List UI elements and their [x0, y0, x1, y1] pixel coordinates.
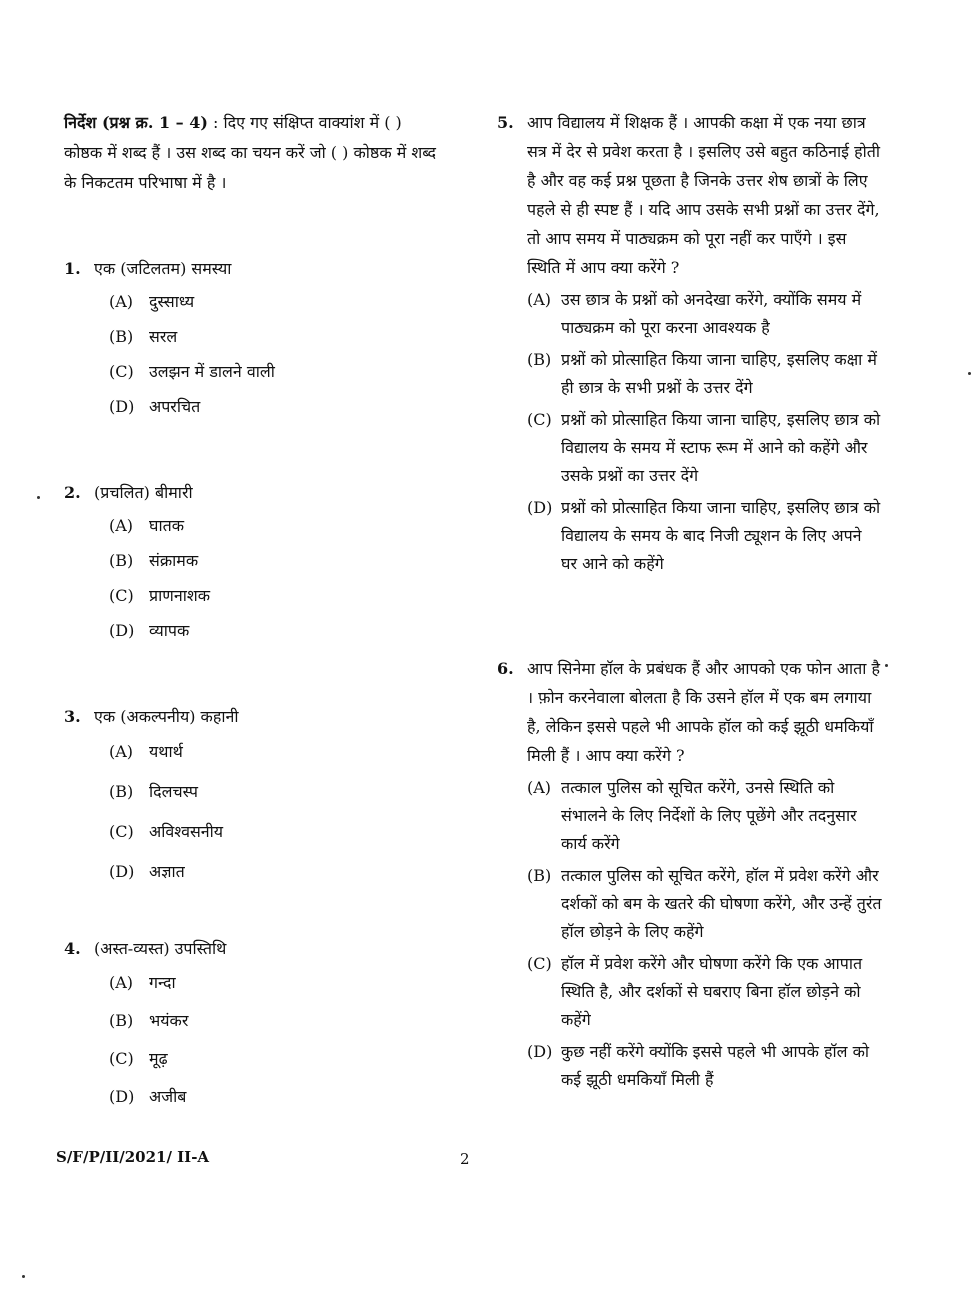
option-c[interactable] [109, 812, 444, 852]
scan-speck [22, 1275, 25, 1278]
option-label: (B) [109, 327, 134, 346]
option-label: (A) [109, 292, 134, 311]
option-label: (A) [527, 778, 552, 797]
option-text: भयंकर [149, 1011, 189, 1030]
option-label: (B) [109, 1011, 134, 1030]
option-label: (D) [109, 397, 135, 416]
option-text: उस छात्र के प्रश्नों को अनदेखा करेंगे, क्योंकि समय में पाठ्यक्रम को पूरा करना आवश्यक है [561, 290, 862, 337]
option-text: तत्काल पुलिस को सूचित करेंगे, हॉल में प्रवेश करेंगे और दर्शकों को बम के खतरे की घोषणा करेंगे, और उन्हें तुरंत हॉल छोड़ने के लिए कहेंगे [561, 866, 882, 941]
option-label: (D) [109, 1087, 135, 1106]
question-3 [64, 702, 444, 892]
option-text: यथार्थ [149, 742, 183, 761]
option-b[interactable] [527, 346, 882, 402]
question-2 [64, 478, 444, 648]
question-number: 6. [497, 659, 514, 678]
question-number: 5. [497, 113, 514, 132]
instructions-text: : दिए गए संक्षिप्त वाक्यांश में ( ) कोष्ठक में शब्द हैं । उस शब्द का चयन करें जो ( ) कोष्ठक में शब्द के निकटतम परिभाषा में है । [64, 113, 437, 192]
option-a[interactable] [109, 964, 444, 1002]
option-a[interactable] [109, 508, 444, 543]
option-label: (D) [527, 498, 553, 517]
option-label: (A) [527, 290, 552, 309]
option-label: (C) [109, 1049, 134, 1068]
question-text: एक (जटिलतम) समस्या [94, 259, 232, 278]
paper-code: S/F/P/II/2021/ II-A [56, 1148, 210, 1166]
question-text: आप विद्यालय में शिक्षक हैं । आपकी कक्षा में एक नया छात्र सत्र में देर से प्रवेश करता है । इसलिए उसे बहुत कठिनाई होती है और वह कई प्रश्न पूछता है जिनके उत्तर शेष छात्रों के लिए पहले से ही स्पष्ट हैं । यदि आप उसके सभी प्रश्नों का उत्तर देंगे, तो आप समय में पाठ्यक्रम को पूरा नहीं कर पाएँगे । इस स्थिति में आप क्या करेंगे ? [527, 113, 880, 277]
option-b[interactable] [109, 543, 444, 578]
option-text: घातक [149, 516, 185, 535]
option-d[interactable] [109, 389, 444, 424]
page-number: 2 [460, 1150, 470, 1168]
option-text: तत्काल पुलिस को सूचित करेंगे, उनसे स्थिति को संभालने के लिए निर्देशों के लिए पूछेंगे और तदनुसार कार्य करेंगे [561, 778, 857, 853]
option-label: (C) [109, 362, 134, 381]
option-text: उलझन में डालने वाली [149, 362, 275, 381]
question-number: 4. [64, 939, 81, 958]
question-text: (प्रचलित) बीमारी [94, 483, 193, 502]
option-text: व्यापक [149, 621, 190, 640]
option-text: अविश्वसनीय [149, 822, 224, 841]
option-c[interactable] [109, 354, 444, 389]
option-label: (B) [109, 551, 134, 570]
option-d[interactable] [109, 852, 444, 892]
option-label: (C) [109, 822, 134, 841]
option-c[interactable] [109, 1040, 444, 1078]
option-label: (B) [527, 350, 552, 369]
option-text: अज्ञात [149, 862, 185, 881]
option-text: हॉल में प्रवेश करेंगे और घोषणा करेंगे कि एक आपात स्थिति है, और दर्शकों से घबराए बिना हॉल छोड़ने को कहेंगे [561, 954, 863, 1029]
option-c[interactable] [109, 578, 444, 613]
question-4 [64, 934, 444, 1116]
option-text: प्राणनाशक [149, 586, 211, 605]
option-label: (B) [109, 782, 134, 801]
option-b[interactable] [109, 319, 444, 354]
option-a[interactable] [109, 732, 444, 772]
instructions [64, 108, 444, 198]
question-text: (अस्त-व्यस्त) उपस्तिथि [94, 939, 227, 958]
question-1 [64, 254, 444, 424]
option-a[interactable] [527, 286, 882, 342]
question-number: 3. [64, 707, 81, 726]
option-d[interactable] [527, 1038, 882, 1094]
scan-speck [885, 664, 888, 667]
option-b[interactable] [109, 772, 444, 812]
question-number: 2. [64, 483, 81, 502]
option-a[interactable] [109, 284, 444, 319]
option-text: सरल [149, 327, 178, 346]
option-text: संक्रामक [149, 551, 199, 570]
scan-speck [37, 496, 40, 499]
option-text: गन्दा [149, 973, 176, 992]
question-5 [497, 108, 882, 578]
option-text: कुछ नहीं करेंगे क्योंकि इससे पहले भी आपके हॉल को कई झूठी धमकियाँ मिली हैं [561, 1042, 870, 1089]
option-text: प्रश्नों को प्रोत्साहित किया जाना चाहिए, इसलिए छात्र को विद्यालय के समय में स्टाफ रूम में आने को कहेंगे और उसके प्रश्नों का उत्तर देंगे [561, 410, 881, 485]
option-c[interactable] [527, 950, 882, 1034]
option-a[interactable] [527, 774, 882, 858]
option-d[interactable] [527, 494, 882, 578]
question-text: एक (अकल्पनीय) कहानी [94, 707, 239, 726]
option-label: (C) [527, 954, 552, 973]
option-b[interactable] [527, 862, 882, 946]
option-text: दिलचस्प [149, 782, 198, 801]
option-text: प्रश्नों को प्रोत्साहित किया जाना चाहिए, इसलिए कक्षा में ही छात्र के सभी प्रश्नों के उत्तर देंगे [561, 350, 877, 397]
option-label: (C) [109, 586, 134, 605]
option-label: (A) [109, 973, 134, 992]
option-label: (D) [527, 1042, 553, 1061]
scan-speck [968, 372, 971, 375]
option-d[interactable] [109, 613, 444, 648]
left-column [64, 108, 444, 1106]
option-label: (A) [109, 742, 134, 761]
option-text: दुस्साध्य [149, 292, 195, 311]
option-text: अपरचित [149, 397, 201, 416]
option-d[interactable] [109, 1078, 444, 1116]
option-b[interactable] [109, 1002, 444, 1040]
option-text: अजीब [149, 1087, 187, 1106]
option-label: (D) [109, 621, 135, 640]
question-number: 1. [64, 259, 81, 278]
option-text: मूढ़ [149, 1049, 168, 1068]
question-text: आप सिनेमा हॉल के प्रबंधक हैं और आपको एक फोन आता है । फ़ोन करनेवाला बोलता है कि उसने हॉल में एक बम लगाया है, लेकिन इससे पहले भी आपके हॉल को कई झूठी धमकियाँ मिली हैं । आप क्या करेंगे ? [527, 659, 880, 765]
instructions-heading: निर्देश (प्रश्न क्र. 1 – 4) [64, 113, 208, 132]
option-label: (D) [109, 862, 135, 881]
option-label: (A) [109, 516, 134, 535]
option-c[interactable] [527, 406, 882, 490]
option-text: प्रश्नों को प्रोत्साहित किया जाना चाहिए, इसलिए छात्र को विद्यालय के समय के बाद निजी ट्यूशन के लिए अपने घर आने को कहेंगे [561, 498, 881, 573]
question-6 [497, 654, 882, 1094]
option-label: (C) [527, 410, 552, 429]
option-label: (B) [527, 866, 552, 885]
